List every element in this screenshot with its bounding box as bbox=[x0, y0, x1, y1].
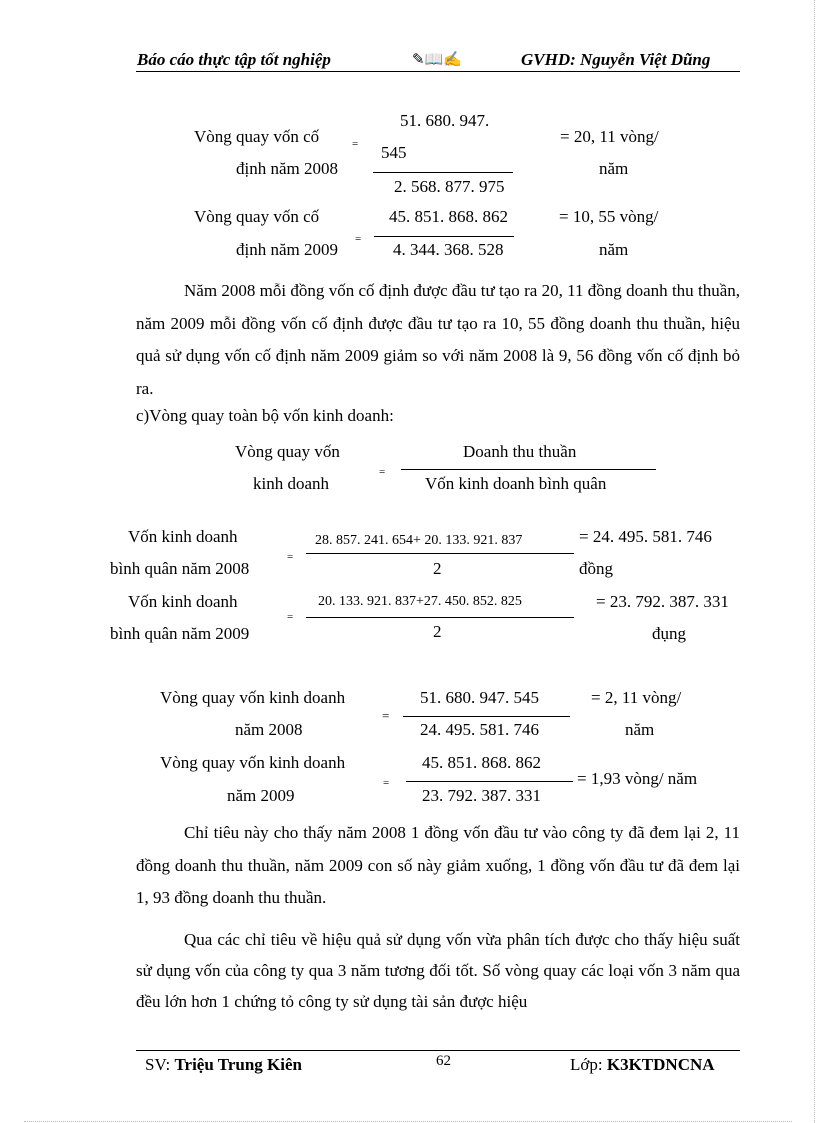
fraction-bar bbox=[403, 716, 570, 717]
business-turnover-2008-result: = 2, 11 vòng/ bbox=[591, 688, 682, 707]
avg-capital-2008-result-unit: đồng bbox=[579, 559, 613, 578]
footer-student bbox=[145, 1055, 302, 1075]
paragraph-text: Năm 2008 mỗi đồng vốn cố định được đầu tư tạo ra 20, 11 đồng doanh thu thuần, năm 2009 mỗi đồng vốn cố định được đầu tư tạo ra 10, 55 đồng doanh thu thuần, hiệu quả sử dụng vốn cố định năm 2009 giảm so với năm 2008 là 9, 56 đồng vốn cố định bỏ ra. bbox=[136, 281, 740, 398]
student-name: Triệu Trung Kiên bbox=[174, 1055, 302, 1074]
conclusion-paragraph bbox=[136, 924, 740, 1017]
fixed-turnover-2008-numerator-line1: 51. 680. 947. bbox=[400, 111, 490, 130]
header-rule bbox=[136, 71, 740, 72]
business-turnover-2008-numerator: 51. 680. 947. 545 bbox=[420, 688, 539, 707]
equals-sign: = bbox=[379, 466, 386, 478]
avg-capital-2009-denominator: 2 bbox=[433, 622, 442, 641]
business-turnover-2008-denominator: 24. 495. 581. 746 bbox=[420, 720, 539, 739]
avg-capital-2009-result: = 23. 792. 387. 331 bbox=[596, 592, 729, 611]
avg-capital-2009-label-line2: bình quân năm 2009 bbox=[110, 624, 250, 643]
paragraph-text: Chỉ tiêu này cho thấy năm 2008 1 đồng vốn đầu tư vào công ty đã đem lại 2, 11 đồng doanh thu thuần, năm 2009 con số này giảm xuống, 1 đồng vốn đầu tư đã đem lại 1, 93 đồng doanh thu thuần. bbox=[136, 823, 740, 907]
equals-sign: = bbox=[287, 551, 294, 563]
avg-capital-2009-numerator: 20. 133. 921. 837+27. 450. 852. 825 bbox=[318, 594, 522, 609]
business-turnover-2009-label-line1: Vòng quay vốn kinh doanh bbox=[160, 753, 346, 772]
avg-capital-2009-label-line1: Vốn kinh doanh bbox=[128, 592, 238, 611]
business-turnover-2008-label-line2: năm 2008 bbox=[235, 720, 303, 739]
fixed-turnover-2008-label-line1: Vòng quay vốn cố bbox=[194, 127, 320, 146]
avg-capital-2008-label-line2: bình quân năm 2008 bbox=[110, 559, 250, 578]
fixed-turnover-2009-denominator: 4. 344. 368. 528 bbox=[393, 240, 504, 259]
student-label: SV: bbox=[145, 1055, 171, 1074]
header-left-title: Báo cáo thực tập tốt nghiệp bbox=[137, 50, 331, 69]
formula-label-line1: Vòng quay vốn bbox=[235, 442, 340, 461]
fraction-bar bbox=[401, 469, 656, 470]
page-edge-dotted bbox=[24, 1121, 792, 1122]
page-number: 62 bbox=[436, 1053, 451, 1069]
avg-capital-2008-result: = 24. 495. 581. 746 bbox=[579, 527, 712, 546]
page-edge-dotted-vertical bbox=[814, 0, 815, 1123]
equals-sign: = bbox=[383, 777, 390, 789]
equals-sign: = bbox=[382, 708, 390, 723]
equals-sign: = bbox=[352, 138, 359, 150]
fixed-turnover-2009-result: = 10, 55 vòng/ bbox=[559, 207, 659, 226]
formula-denominator: Vốn kinh doanh bình quân bbox=[425, 474, 607, 493]
formula-numerator: Doanh thu thuần bbox=[463, 442, 577, 461]
section-heading-business-turnover: c)Vòng quay toàn bộ vốn kinh doanh: bbox=[136, 406, 394, 425]
formula-label-line2: kinh doanh bbox=[253, 474, 330, 493]
paragraph-text: Qua các chỉ tiêu về hiệu quả sử dụng vốn vừa phân tích được cho thấy hiệu suất sử dụng vốn của công ty qua 3 năm tương đối tốt. Số vòng quay các loại vốn 3 năm qua đều lớn hơn 1 chứng tỏ công ty sử dụng tài sản được hiệu bbox=[136, 930, 740, 1011]
avg-capital-2009-result-unit: đụng bbox=[652, 624, 686, 643]
equals-sign: = bbox=[287, 611, 294, 623]
footer-class bbox=[570, 1055, 715, 1075]
business-turnover-2008-result-unit: năm bbox=[625, 720, 655, 739]
business-turnover-2009-label-line2: năm 2009 bbox=[227, 786, 295, 805]
numerator-part-b: + 20. 133. 921. 837 bbox=[413, 533, 523, 548]
avg-capital-2008-denominator: 2 bbox=[433, 559, 442, 578]
analysis-paragraph-business-capital bbox=[136, 817, 740, 915]
fraction-bar bbox=[306, 553, 574, 554]
avg-capital-2008-numerator bbox=[315, 529, 522, 549]
class-label: Lớp: bbox=[570, 1055, 603, 1074]
fixed-turnover-2008-denominator: 2. 568. 877. 975 bbox=[394, 177, 505, 196]
fixed-turnover-2008-result-unit: năm bbox=[599, 159, 629, 178]
fixed-turnover-2008-label-line2: định năm 2008 bbox=[236, 159, 338, 178]
equals-sign: = bbox=[355, 233, 362, 245]
fraction-bar bbox=[306, 617, 574, 618]
business-turnover-2009-denominator: 23. 792. 387. 331 bbox=[422, 786, 541, 805]
header-ornament-icon: ✎📖✍ bbox=[412, 52, 462, 68]
avg-capital-2008-label-line1: Vốn kinh doanh bbox=[128, 527, 238, 546]
fixed-turnover-2009-numerator: 45. 851. 868. 862 bbox=[389, 207, 508, 226]
fixed-turnover-2009-label-line1: Vòng quay vốn cố bbox=[194, 207, 320, 226]
business-turnover-2009-numerator: 45. 851. 868. 862 bbox=[422, 753, 541, 772]
business-turnover-2009-result: = 1,93 vòng/ năm bbox=[577, 769, 698, 788]
class-name: K3KTDNCNA bbox=[606, 1055, 715, 1074]
fixed-turnover-2009-result-unit: năm bbox=[599, 240, 629, 259]
analysis-paragraph-fixed-capital bbox=[136, 275, 740, 405]
footer-rule bbox=[136, 1050, 740, 1051]
fraction-bar bbox=[373, 172, 513, 173]
fixed-turnover-2008-numerator-line2: 545 bbox=[381, 143, 407, 162]
fixed-turnover-2008-result: = 20, 11 vòng/ bbox=[560, 127, 659, 146]
fraction-bar bbox=[374, 236, 514, 237]
fixed-turnover-2009-label-line2: định năm 2009 bbox=[236, 240, 338, 259]
header-right-advisor: GVHD: Nguyễn Việt Dũng bbox=[521, 50, 711, 69]
numerator-part-a: 28. 857. 241. 654 bbox=[315, 533, 413, 548]
business-turnover-2008-label-line1: Vòng quay vốn kinh doanh bbox=[160, 688, 346, 707]
fraction-bar bbox=[406, 781, 573, 782]
